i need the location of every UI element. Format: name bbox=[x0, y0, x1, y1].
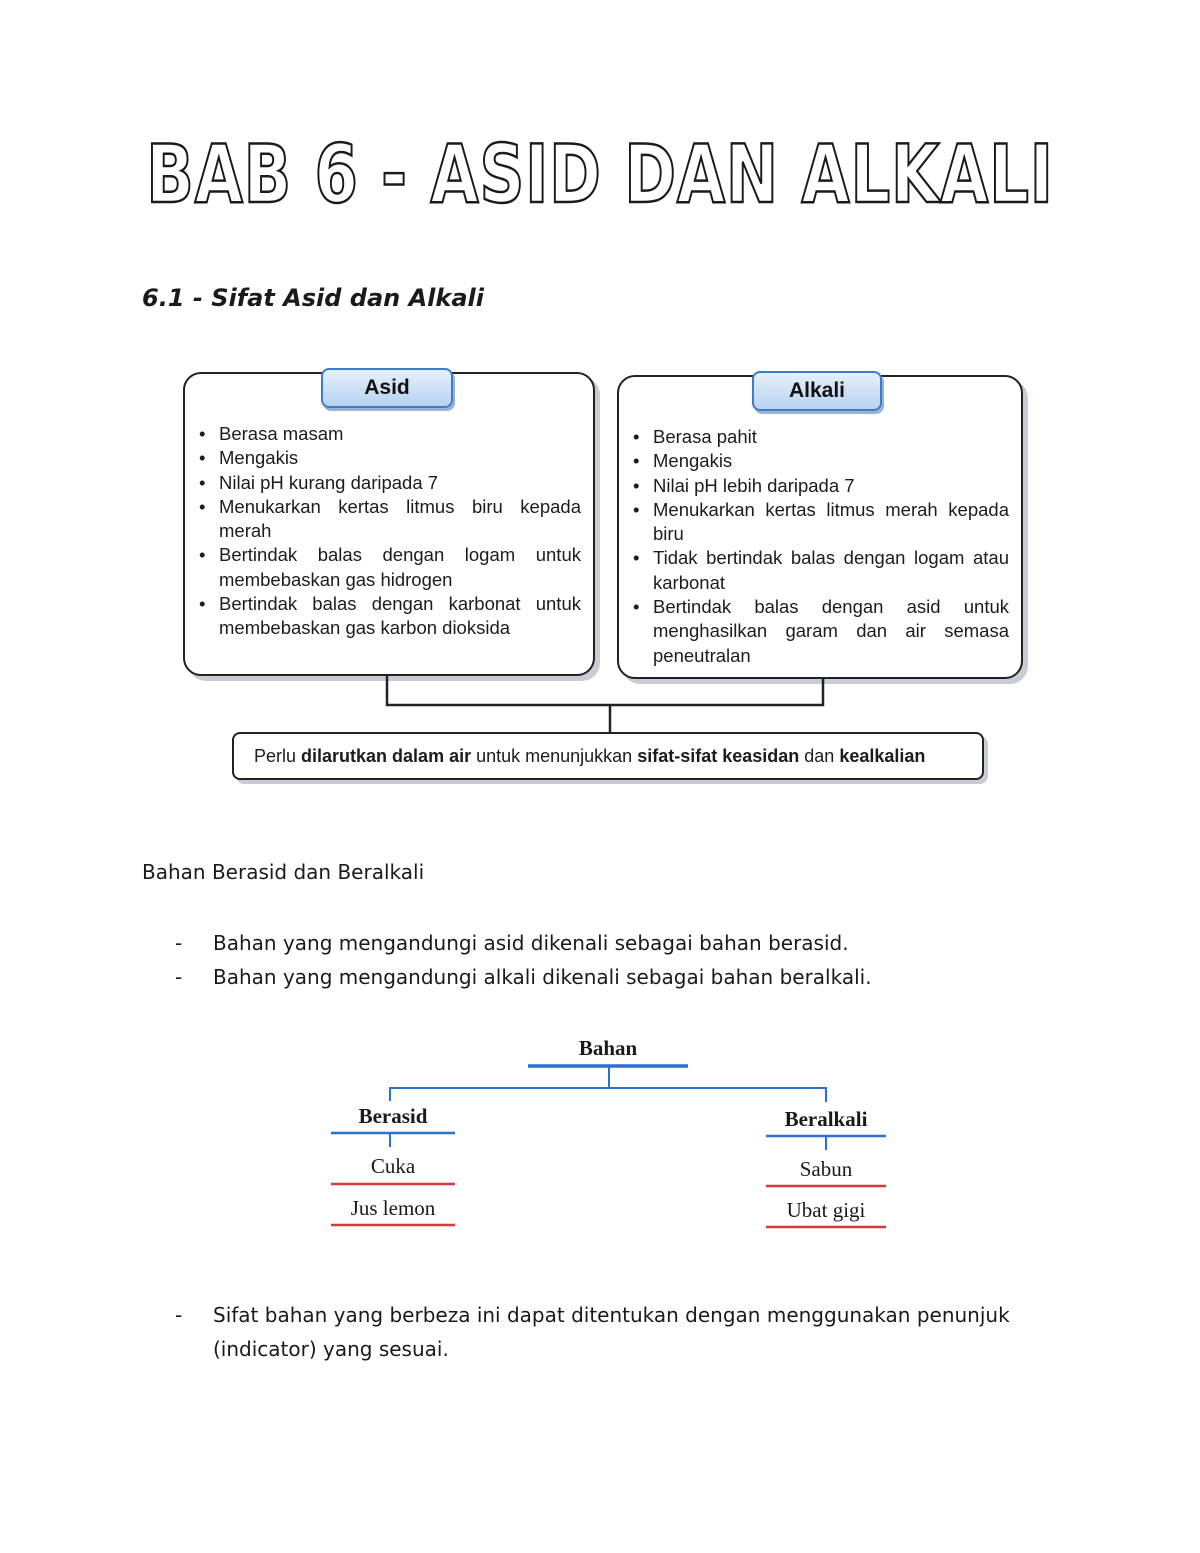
alkali-property: • Menukarkan kertas litmus merah kepada biru bbox=[633, 498, 1009, 547]
asid-property: • Nilai pH kurang daripada 7 bbox=[199, 471, 581, 495]
definition-point: - Bahan yang mengandungi alkali dikenali sebagai bahan beralkali. bbox=[175, 960, 1035, 994]
asid-card-heading: Asid bbox=[321, 368, 453, 408]
indicator-note: - Sifat bahan yang berbeza ini dapat ditentukan dengan menggunakan penunjuk (indicator) yang sesuai. bbox=[175, 1298, 1035, 1366]
alkali-property: • Mengakis bbox=[633, 449, 1009, 473]
section-subtitle: 6.1 - Sifat Asid dan Alkali bbox=[142, 284, 485, 312]
alkali-property: • Berasa pahit bbox=[633, 425, 1009, 449]
asid-property: • Bertindak balas dengan logam untuk membebaskan gas hidrogen bbox=[199, 543, 581, 592]
tree-left-example: Jus lemon bbox=[350, 1196, 436, 1220]
tree-right-example: Ubat gigi bbox=[786, 1198, 866, 1222]
tree-left-label: Berasid bbox=[358, 1104, 428, 1128]
alkali-property: • Tidak bertindak balas dengan logam atau karbonat bbox=[633, 546, 1009, 595]
tree-left-example: Cuka bbox=[370, 1154, 416, 1178]
tree-right-example: Sabun bbox=[799, 1157, 853, 1181]
definition-point: - Bahan yang mengandungi asid dikenali sebagai bahan berasid. bbox=[175, 926, 1035, 960]
alkali-card-heading: Alkali bbox=[752, 371, 882, 411]
asid-property: • Bertindak balas dengan karbonat untuk membebaskan gas karbon dioksida bbox=[199, 592, 581, 641]
alkali-property: • Nilai pH lebih daripada 7 bbox=[633, 474, 1009, 498]
tree-root-label: Bahan bbox=[578, 1036, 638, 1060]
asid-property: • Menukarkan kertas litmus biru kepada merah bbox=[199, 495, 581, 544]
asid-property: • Mengakis bbox=[199, 446, 581, 470]
indicator-note-list bbox=[175, 1298, 1035, 1366]
tree-right-label: Beralkali bbox=[784, 1107, 868, 1131]
page-title: BAB 6 - ASID DAN ALKALI bbox=[146, 128, 1054, 221]
dissolve-note-text: Perlu dilarutkan dalam air untuk menunjukkan sifat-sifat keasidan dan kealkalian bbox=[254, 745, 926, 766]
asid-property: • Berasa masam bbox=[199, 422, 581, 446]
alkali-property: • Bertindak balas dengan asid untuk menghasilkan garam dan air semasa peneutralan bbox=[633, 595, 1009, 668]
section-heading: Bahan Berasid dan Beralkali bbox=[142, 860, 425, 884]
tree-branch-line bbox=[390, 1088, 826, 1102]
